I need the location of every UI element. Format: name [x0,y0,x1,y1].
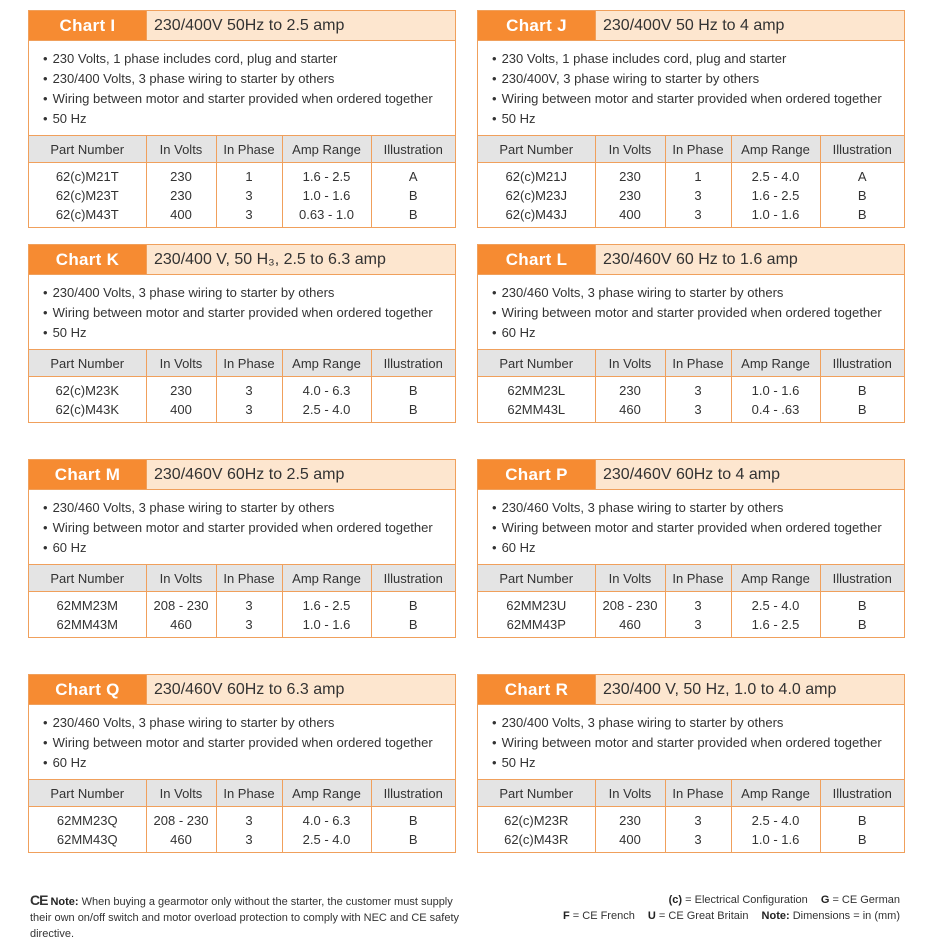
table-cell [216,592,282,638]
table-cell [146,163,216,228]
chart-title: 230/460V 60Hz to 6.3 amp [146,675,455,704]
cell-value: 208 - 230 [602,598,658,613]
table-cell [820,592,904,638]
column-header: In Phase [665,565,731,592]
spec-item: • Wiring between motor and starter provided when ordered together [492,303,904,323]
parts-table [478,135,904,227]
cell-value: 1.0 - 1.6 [302,617,351,632]
column-header: In Phase [216,780,282,807]
cell-value: B [857,188,867,203]
table-cell [478,807,595,853]
chart-label: Chart R [478,675,595,704]
legend-c-val: = Electrical Configuration [685,894,808,906]
cell-value: 230 [170,383,192,398]
cell-value: 2.5 - 4.0 [751,813,800,828]
legend-dim-key: Note: [761,910,790,922]
chart-label: Chart L [478,245,595,274]
spec-list [478,41,904,135]
spec-item: • 50 Hz [492,753,904,773]
cell-value: 62(c)M43K [55,402,120,417]
cell-value: B [857,617,867,632]
chart-label: Chart J [478,11,595,40]
column-header: Amp Range [282,565,371,592]
table-cell [595,807,665,853]
legend-g-key: G [820,894,830,906]
legend-c-key: (c) [668,894,683,906]
parts-table [478,349,904,422]
column-header: Amp Range [731,350,820,377]
column-header: In Phase [216,565,282,592]
table-cell [216,377,282,423]
cell-value: 3 [245,617,253,632]
cell-value: 2.5 - 4.0 [751,169,800,184]
parts-table [29,135,455,227]
spec-item: • Wiring between motor and starter provided when ordered together [43,733,455,753]
spec-item: • 230/400V, 3 phase wiring to starter by others [492,69,904,89]
table-cell [820,163,904,228]
chart-header [478,675,904,705]
column-header: Illustration [820,565,904,592]
spec-item: • 60 Hz [492,323,904,343]
column-header: Part Number [478,565,595,592]
cell-value: 62(c)M23R [504,813,569,828]
cell-value: 62MM23M [56,598,118,613]
chart-header [478,460,904,490]
spec-item: • 230/460 Volts, 3 phase wiring to starter by others [492,283,904,303]
table-cell [595,592,665,638]
column-header: Part Number [29,136,146,163]
cell-value: 400 [619,207,641,222]
cell-value: 4.0 - 6.3 [302,813,351,828]
column-header: Amp Range [731,780,820,807]
cell-value: 62(c)M21T [55,169,119,184]
chart-label: Chart I [29,11,146,40]
cell-value: 62MM23Q [56,813,118,828]
spec-item: • 230/400 Volts, 3 phase wiring to starter by others [43,69,455,89]
legend-u-key: U [647,910,656,922]
cell-value: A [408,169,418,184]
cell-value: 3 [245,832,253,847]
cell-value: 62(c)M23T [55,188,119,203]
parts-table [29,564,455,637]
cell-value: B [408,383,418,398]
chart-label: Chart K [29,245,146,274]
cell-value: 3 [694,402,702,417]
chart-block [28,244,456,423]
chart-title: 230/400 V, 50 Hz, 1.0 to 4.0 amp [595,675,904,704]
cell-value: B [857,598,867,613]
cell-value: B [408,188,418,203]
spec-item: • 60 Hz [43,538,455,558]
cell-value: 1.6 - 2.5 [302,598,351,613]
parts-table [478,564,904,637]
table-cell [478,377,595,423]
cell-value: 1 [245,169,253,184]
cell-value: 230 [619,188,641,203]
spec-item: • 50 Hz [43,323,455,343]
spec-item: • Wiring between motor and starter provided when ordered together [43,518,455,538]
cell-value: 62(c)M43T [55,207,119,222]
cell-value: 3 [694,207,702,222]
chart-block [28,674,456,853]
table-cell [820,377,904,423]
table-cell [478,592,595,638]
spec-item: • 230 Volts, 1 phase includes cord, plug and starter [43,49,455,69]
column-header: Part Number [29,565,146,592]
column-header: Illustration [820,136,904,163]
legend-g-val: = CE German [832,894,900,906]
cell-value: 2.5 - 4.0 [302,832,351,847]
table-cell [731,163,820,228]
spec-list [29,490,455,564]
spec-item: • 230/460 Volts, 3 phase wiring to starter by others [43,498,455,518]
cell-value: 2.5 - 4.0 [302,402,351,417]
cell-value: 3 [694,188,702,203]
legend-u-val: = CE Great Britain [658,910,749,922]
column-header: In Volts [146,136,216,163]
spec-list [478,705,904,779]
cell-value: 62MM43L [507,402,566,417]
table-cell [595,377,665,423]
legend-f-key: F [562,910,570,922]
cell-value: B [857,402,867,417]
cell-value: 3 [245,813,253,828]
spec-item: • Wiring between motor and starter provided when ordered together [43,89,455,109]
column-header: In Volts [146,565,216,592]
chart-title: 230/460V 60Hz to 2.5 amp [146,460,455,489]
spec-item: • 60 Hz [43,753,455,773]
chart-title: 230/460V 60Hz to 4 amp [595,460,904,489]
column-header: In Phase [665,780,731,807]
chart-title: 230/460V 60 Hz to 1.6 amp [595,245,904,274]
footer-legend [540,892,900,924]
table-cell [595,163,665,228]
cell-value: 4.0 - 6.3 [302,383,351,398]
column-header: Illustration [820,780,904,807]
table-cell [282,163,371,228]
table-cell [216,163,282,228]
cell-value: B [408,617,418,632]
cell-value: 3 [245,383,253,398]
column-header: In Phase [665,136,731,163]
table-cell [665,163,731,228]
chart-block [477,674,905,853]
table-cell [665,592,731,638]
spec-list [478,275,904,349]
table-cell [731,377,820,423]
spec-list [478,490,904,564]
cell-value: 1.0 - 1.6 [751,207,800,222]
spec-item: • Wiring between motor and starter provided when ordered together [492,733,904,753]
table-cell [665,377,731,423]
spec-item: • 230/400 Volts, 3 phase wiring to starter by others [492,713,904,733]
table-cell [29,163,146,228]
cell-value: 3 [694,813,702,828]
cell-value: B [408,832,418,847]
cell-value: 62MM43Q [56,832,118,847]
footer-note [30,892,470,942]
table-cell [665,807,731,853]
table-cell [371,807,455,853]
table-cell [29,592,146,638]
chart-label: Chart M [29,460,146,489]
column-header: Amp Range [282,136,371,163]
column-header: Part Number [478,780,595,807]
cell-value: 62MM23L [507,383,566,398]
cell-value: 460 [170,832,192,847]
cell-value: 1.6 - 2.5 [751,188,800,203]
column-header: In Volts [595,350,665,377]
table-cell [371,592,455,638]
chart-block [28,10,456,228]
cell-value: B [408,813,418,828]
column-header: Illustration [371,136,455,163]
chart-header [29,460,455,490]
table-cell [29,377,146,423]
cell-value: 1 [694,169,702,184]
legend-f-val: = CE French [572,910,635,922]
chart-header [29,11,455,41]
cell-value: B [857,813,867,828]
table-cell [146,377,216,423]
cell-value: 208 - 230 [153,598,209,613]
cell-value: 230 [619,813,641,828]
table-cell [820,807,904,853]
cell-value: B [408,207,418,222]
cell-value: 230 [170,188,192,203]
cell-value: 1.6 - 2.5 [302,169,351,184]
table-cell [371,163,455,228]
column-header: In Phase [665,350,731,377]
column-header: In Volts [595,136,665,163]
spec-item: • 230 Volts, 1 phase includes cord, plug and starter [492,49,904,69]
column-header: Amp Range [282,780,371,807]
legend-dim-val: Dimensions = in (mm) [792,910,900,922]
column-header: Illustration [820,350,904,377]
table-cell [731,807,820,853]
column-header: In Phase [216,350,282,377]
cell-value: 460 [619,617,641,632]
chart-block [477,10,905,228]
column-header: Part Number [29,350,146,377]
cell-value: 3 [694,598,702,613]
column-header: Part Number [29,780,146,807]
cell-value: 3 [245,188,253,203]
cell-value: 400 [170,207,192,222]
cell-value: 400 [619,832,641,847]
cell-value: 62(c)M43J [505,207,567,222]
cell-value: B [857,832,867,847]
chart-title: 230/400V 50 Hz to 4 amp [595,11,904,40]
legend-line-1 [540,892,900,908]
ce-logo: CE [30,892,48,908]
cell-value: 62(c)M23J [505,188,567,203]
table-cell [146,807,216,853]
cell-value: 0.4 - .63 [751,402,800,417]
chart-block [477,244,905,423]
chart-header [29,245,455,275]
column-header: In Volts [146,350,216,377]
parts-table [29,779,455,852]
cell-value: B [408,402,418,417]
cell-value: 62(c)M23K [55,383,120,398]
column-header: In Volts [595,565,665,592]
column-header: Part Number [478,350,595,377]
table-cell [282,592,371,638]
table-cell [371,377,455,423]
chart-label: Chart P [478,460,595,489]
spec-item: • 60 Hz [492,538,904,558]
table-cell [216,807,282,853]
column-header: In Volts [595,780,665,807]
column-header: Part Number [478,136,595,163]
cell-value: 230 [170,169,192,184]
cell-value: A [857,169,867,184]
spec-list [29,705,455,779]
parts-table [29,349,455,422]
cell-value: 0.63 - 1.0 [299,207,354,222]
note-label: Note: [50,896,79,908]
spec-item: • Wiring between motor and starter provided when ordered together [492,89,904,109]
chart-header [29,675,455,705]
chart-block [28,459,456,638]
spec-list [29,275,455,349]
cell-value: B [857,383,867,398]
cell-value: 62(c)M43R [504,832,569,847]
cell-value: 230 [619,169,641,184]
cell-value: 62(c)M21J [505,169,567,184]
chart-header [478,11,904,41]
cell-value: 3 [245,598,253,613]
cell-value: 62MM43P [506,617,566,632]
cell-value: 1.0 - 1.6 [302,188,351,203]
cell-value: 62MM23U [506,598,567,613]
table-cell [731,592,820,638]
column-header: Illustration [371,350,455,377]
table-cell [478,163,595,228]
table-cell [282,807,371,853]
cell-value: 62MM43M [56,617,118,632]
cell-value: 1.0 - 1.6 [751,383,800,398]
legend-line-2 [540,908,900,924]
chart-label: Chart Q [29,675,146,704]
column-header: Illustration [371,780,455,807]
cell-value: 1.0 - 1.6 [751,832,800,847]
spec-item: • 50 Hz [492,109,904,129]
spec-item: • Wiring between motor and starter provided when ordered together [43,303,455,323]
cell-value: 3 [694,617,702,632]
cell-value: 208 - 230 [153,813,209,828]
spec-item: • 230/460 Volts, 3 phase wiring to starter by others [43,713,455,733]
table-cell [29,807,146,853]
column-header: In Volts [146,780,216,807]
cell-value: 3 [694,383,702,398]
spec-item: • 230/400 Volts, 3 phase wiring to starter by others [43,283,455,303]
note-text: When buying a gearmotor only without the starter, the customer must supply their own on/off switch and motor overload protection to comply with NEC and CE safety directive. [30,896,460,940]
parts-table [478,779,904,852]
cell-value: 460 [170,617,192,632]
table-cell [146,592,216,638]
cell-value: 3 [694,832,702,847]
cell-value: 460 [619,402,641,417]
cell-value: B [408,598,418,613]
table-cell [282,377,371,423]
chart-title: 230/400V 50Hz to 2.5 amp [146,11,455,40]
chart-header [478,245,904,275]
cell-value: 1.6 - 2.5 [751,617,800,632]
column-header: Amp Range [731,136,820,163]
cell-value: 400 [170,402,192,417]
chart-block [477,459,905,638]
cell-value: 2.5 - 4.0 [751,598,800,613]
chart-title: 230/400 V, 50 H₃, 2.5 to 6.3 amp [146,245,455,274]
column-header: In Phase [216,136,282,163]
spec-item: • Wiring between motor and starter provided when ordered together [492,518,904,538]
column-header: Amp Range [731,565,820,592]
cell-value: B [857,207,867,222]
column-header: Illustration [371,565,455,592]
cell-value: 3 [245,207,253,222]
spec-item: • 50 Hz [43,109,455,129]
spec-list [29,41,455,135]
spec-item: • 230/460 Volts, 3 phase wiring to starter by others [492,498,904,518]
column-header: Amp Range [282,350,371,377]
cell-value: 230 [619,383,641,398]
cell-value: 3 [245,402,253,417]
